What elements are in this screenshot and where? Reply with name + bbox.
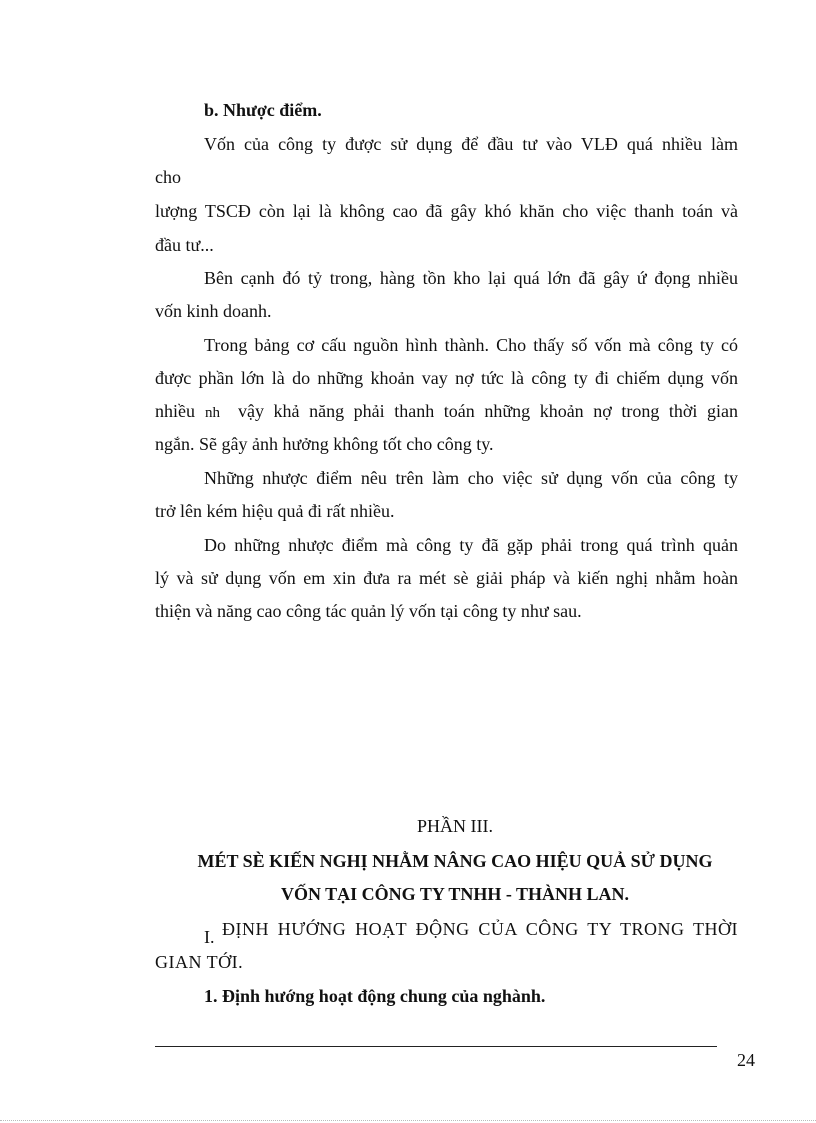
section-b-title: b. Nhược điểm. [204, 100, 322, 120]
para3-line1: Trong bảng cơ cấu nguồn hình thành. Cho thấy số vốn mà công ty có [204, 335, 738, 355]
section1-line2: GIAN TỚI. [155, 952, 244, 972]
para5-line2: lý và sử dụng vốn em xin đưa ra mét sè giải pháp và kiến nghị nhằm hoàn [155, 568, 738, 588]
para3-line3-start: nhiều [155, 401, 195, 421]
section1-line1: ĐỊNH HƯỚNG HOẠT ĐỘNG CỦA CÔNG TY TRONG THỜI [222, 919, 738, 939]
para3-line3-rest: vậy khả năng phải thanh toán những khoản nợ trong thời gian [238, 401, 738, 421]
part-title-line1: MÉT SÈ KIẾN NGHỊ NHẰM NÂNG CAO HIỆU QUẢ SỬ DỤNG [197, 851, 713, 871]
para5-line3: thiện và năng cao công tác quản lý vốn tại công ty như sau. [155, 601, 582, 621]
para5-line1: Do những nhược điểm mà công ty đã gặp phải trong quá trình quản [204, 535, 738, 555]
page-bottom-border [0, 1120, 816, 1121]
footer-rule [155, 1046, 717, 1047]
para4-line2: trở lên kém hiệu quả đi rất nhiều. [155, 501, 395, 521]
para1-line3: lượng TSCĐ còn lại là không cao đã gây khó khăn cho việc thanh toán và [155, 201, 738, 221]
para2-line1: Bên cạnh đó tỷ trong, hàng tồn kho lại quá lớn đã gây ứ đọng nhiều [204, 268, 738, 288]
para3-line2: được phần lớn là do những khoản vay nợ tức là công ty đi chiếm dụng vốn [155, 368, 738, 388]
para3-line4: ngắn. Sẽ gây ảnh hưởng không tốt cho công ty. [155, 434, 494, 454]
part-heading: PHẦN III. [417, 816, 493, 836]
section1-number: I. [204, 927, 215, 947]
para1-line1: Vốn của công ty được sử dụng để đầu tư vào VLĐ quá nhiều làm [204, 134, 738, 154]
para4-line1: Những nhược điểm nêu trên làm cho việc sử dụng vốn của công ty [204, 468, 738, 488]
para1-line2: cho [155, 167, 181, 187]
para3-line3-fragment: nh [205, 405, 220, 421]
part-title-line2: VỐN TẠI CÔNG TY TNHH - THÀNH LAN. [280, 884, 630, 904]
subsection-1-title: 1. Định hướng hoạt động chung của nghành. [204, 986, 546, 1006]
para1-line4: đầu tư... [155, 235, 214, 255]
page-number: 24 [737, 1050, 755, 1070]
para2-line2: vốn kinh doanh. [155, 301, 272, 321]
